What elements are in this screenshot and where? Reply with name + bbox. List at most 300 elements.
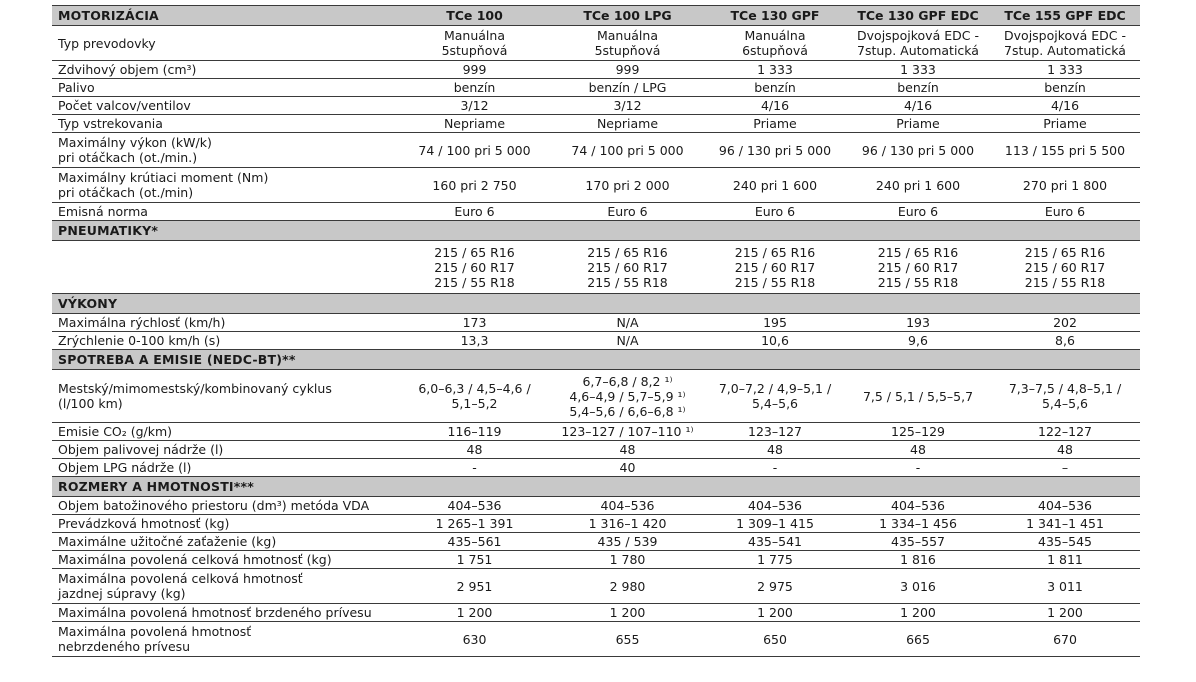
column-header: TCe 130 GPF [704, 6, 846, 26]
row-label-line: Zrýchlenie 0-100 km/h (s) [58, 333, 221, 348]
value-line: 48 [1057, 442, 1073, 457]
value-line: 173 [462, 315, 487, 330]
value-cell [990, 133, 1140, 168]
row-label [52, 533, 398, 551]
value-cell [398, 551, 551, 569]
value-cell [846, 79, 990, 97]
value-cell [551, 241, 704, 294]
value-cell [846, 569, 990, 604]
section-title-motorizacia: MOTORIZÁCIA [52, 6, 398, 26]
column-header: TCe 100 [398, 6, 551, 26]
value-cell [846, 26, 990, 61]
table-row [52, 314, 1140, 332]
value-cell [398, 241, 551, 294]
value-line: 2 951 [456, 578, 493, 594]
value-cell [990, 569, 1140, 604]
value-line: 404–536 [748, 498, 802, 513]
value-line: N/A [616, 315, 639, 330]
row-label [52, 203, 398, 221]
value-line: 10,6 [761, 333, 789, 348]
row-label-line: Maximálna povolená celková hmotnosť (kg) [58, 552, 332, 567]
value-line: 999 [462, 62, 487, 77]
value-cell [990, 533, 1140, 551]
value-cell [398, 423, 551, 441]
table-row [52, 604, 1140, 622]
value-cell [551, 133, 704, 168]
row-label-line: pri otáčkach (ot./min) [58, 185, 194, 200]
value-line: benzín [1044, 80, 1086, 95]
value-cell [398, 203, 551, 221]
value-line: 2 980 [609, 578, 646, 594]
value-line: 670 [1053, 631, 1077, 647]
section-title: SPOTREBA A EMISIE (NEDC-BT)** [52, 350, 1140, 370]
value-cell [398, 441, 551, 459]
value-line: 435 / 539 [597, 534, 658, 549]
row-label-line: Počet valcov/ventilov [58, 98, 191, 113]
value-line: 435–545 [1038, 534, 1092, 549]
row-label [52, 241, 398, 294]
table-row [52, 551, 1140, 569]
value-line: 215 / 60 R17 [434, 259, 515, 275]
value-line: 5stupňová [594, 43, 661, 58]
value-line: 215 / 65 R16 [587, 244, 668, 260]
value-cell [704, 604, 846, 622]
row-label-line: Maximálne užitočné zaťaženie (kg) [58, 534, 277, 549]
value-line: 665 [906, 631, 930, 647]
value-line: - [772, 460, 778, 475]
value-cell [846, 459, 990, 477]
value-line: 1 309–1 415 [736, 516, 814, 531]
value-line: 999 [615, 62, 640, 77]
value-line: 3 011 [1047, 578, 1083, 594]
value-cell [551, 604, 704, 622]
value-line: 116–119 [447, 424, 502, 439]
row-label [52, 97, 398, 115]
table-row [52, 569, 1140, 604]
value-cell [398, 604, 551, 622]
value-cell [551, 97, 704, 115]
row-label-line: Emisná norma [58, 204, 148, 219]
value-line: 215 / 65 R16 [1024, 244, 1106, 260]
value-cell [990, 441, 1140, 459]
value-cell [704, 370, 846, 423]
table-row [52, 115, 1140, 133]
spec-table-container [52, 5, 1140, 657]
value-cell [704, 61, 846, 79]
value-cell [990, 515, 1140, 533]
value-cell [551, 569, 704, 604]
value-cell [846, 370, 990, 423]
value-line: 1 333 [900, 62, 936, 77]
value-cell [704, 459, 846, 477]
value-cell [990, 551, 1140, 569]
table-row [52, 622, 1140, 657]
value-cell [990, 622, 1140, 657]
value-line: 215 / 55 R18 [734, 274, 816, 290]
value-cell [990, 115, 1140, 133]
value-line: 4/16 [760, 98, 790, 113]
table-row [52, 497, 1140, 515]
value-line: 5,4–5,6 [1041, 396, 1088, 411]
value-cell [398, 370, 551, 423]
value-cell [551, 622, 704, 657]
value-cell [398, 533, 551, 551]
value-line: 7,0–7,2 / 4,9–5,1 / [718, 381, 832, 396]
row-label-line: Objem palivovej nádrže (l) [58, 442, 224, 457]
value-line: 7stup. Automatická [1004, 43, 1126, 58]
row-label [52, 569, 398, 604]
value-cell [551, 203, 704, 221]
value-line: Dvojspojková EDC - [857, 28, 979, 43]
value-line: 48 [910, 442, 926, 457]
value-line: 8,6 [1055, 333, 1075, 348]
value-cell [398, 97, 551, 115]
value-line: Manuálna [443, 28, 505, 43]
value-line: 435–541 [748, 534, 802, 549]
row-label-line: Maximálny výkon (kW/k) [58, 135, 212, 150]
row-label [52, 370, 398, 423]
value-cell [846, 133, 990, 168]
value-cell [704, 569, 846, 604]
value-line: 2 975 [757, 578, 793, 594]
value-line: 215 / 55 R18 [877, 274, 959, 290]
value-line: 125–129 [891, 424, 945, 439]
value-cell [551, 497, 704, 515]
value-line: 40 [619, 460, 636, 475]
value-line: 215 / 55 R18 [587, 274, 668, 290]
value-line: - [915, 460, 921, 475]
value-line: 7stup. Automatická [857, 43, 979, 58]
row-label-line: jazdnej súpravy (kg) [58, 586, 186, 601]
table-row [52, 203, 1140, 221]
row-label-line: Typ vstrekovania [58, 116, 163, 131]
value-line: 1 200 [757, 605, 793, 620]
value-line: 160 pri 2 750 [432, 177, 517, 193]
value-line: 1 811 [1047, 552, 1083, 567]
row-label-line: Mestský/mimomestský/kombinovaný cyklus [58, 381, 332, 396]
row-label [52, 622, 398, 657]
value-cell [398, 133, 551, 168]
value-cell [398, 79, 551, 97]
row-label-line: Objem batožinového priestoru (dm³) metóda VDA [58, 498, 370, 513]
value-cell [398, 569, 551, 604]
value-line: 4,6–4,9 / 5,7–5,9 ¹⁾ [569, 388, 686, 404]
value-line: 113 / 155 pri 5 500 [1004, 142, 1126, 158]
value-cell [990, 241, 1140, 294]
value-line: 193 [906, 315, 930, 330]
value-line: 404–536 [600, 498, 655, 513]
value-cell [551, 423, 704, 441]
value-line: 1 333 [757, 62, 793, 77]
section-title: PNEUMATIKY* [52, 221, 1140, 241]
value-cell [704, 423, 846, 441]
value-cell [846, 515, 990, 533]
row-label [52, 441, 398, 459]
value-cell [846, 604, 990, 622]
value-line: 270 pri 1 800 [1022, 177, 1108, 193]
value-cell [990, 168, 1140, 203]
table-row [52, 423, 1140, 441]
value-line: 170 pri 2 000 [585, 177, 670, 193]
value-line: Nepriame [443, 116, 506, 131]
value-line: 1 780 [609, 552, 646, 567]
row-label [52, 423, 398, 441]
value-line: 74 / 100 pri 5 000 [418, 142, 531, 158]
value-line: Euro 6 [1044, 204, 1086, 219]
value-line: 1 200 [1047, 605, 1083, 620]
row-label [52, 133, 398, 168]
table-row [52, 533, 1140, 551]
value-line: Manuálna [744, 28, 806, 43]
value-line: - [472, 460, 477, 475]
value-cell [398, 332, 551, 350]
section-title: VÝKONY [52, 294, 1140, 314]
value-line: 123–127 / 107–110 ¹⁾ [561, 424, 694, 439]
value-line: 215 / 60 R17 [1024, 259, 1106, 275]
value-cell [846, 203, 990, 221]
table-row [52, 241, 1140, 294]
value-cell [704, 97, 846, 115]
value-line: Euro 6 [454, 204, 495, 219]
value-cell [551, 441, 704, 459]
value-line: 1 341–1 451 [1026, 516, 1104, 531]
value-line: 3/12 [460, 98, 489, 113]
value-line: 6,7–6,8 / 8,2 ¹⁾ [582, 373, 673, 389]
value-cell [990, 423, 1140, 441]
row-label [52, 459, 398, 477]
table-row [52, 515, 1140, 533]
value-cell [846, 97, 990, 115]
row-label-line: Prevádzková hmotnosť (kg) [58, 516, 230, 531]
value-line: 240 pri 1 600 [875, 177, 961, 193]
value-cell [846, 551, 990, 569]
row-label [52, 61, 398, 79]
row-label-line: Maximálna povolená hmotnosť [58, 624, 252, 639]
row-label [52, 79, 398, 97]
value-cell [990, 79, 1140, 97]
value-cell [398, 115, 551, 133]
row-label-line: Maximálna rýchlosť (km/h) [58, 315, 226, 330]
value-cell [551, 459, 704, 477]
value-line: 5,1–5,2 [451, 396, 498, 411]
value-line: 1 316–1 420 [588, 516, 667, 531]
value-line: 5stupňová [441, 43, 508, 58]
value-cell [704, 497, 846, 515]
value-line: 74 / 100 pri 5 000 [571, 142, 684, 158]
value-cell [704, 551, 846, 569]
row-label-line: Maximálny krútiaci moment (Nm) [58, 170, 269, 185]
value-cell [704, 133, 846, 168]
value-line: 5,4–5,6 / 6,6–6,8 ¹⁾ [569, 403, 686, 419]
value-cell [704, 533, 846, 551]
value-line: Nepriame [596, 116, 659, 131]
table-row [52, 79, 1140, 97]
value-line: 13,3 [460, 333, 489, 348]
value-cell [704, 622, 846, 657]
row-label-line: nebrzdeného prívesu [58, 639, 191, 654]
value-cell [704, 314, 846, 332]
value-line: Euro 6 [607, 204, 648, 219]
section-header-row [52, 477, 1140, 497]
value-line: Dvojspojková EDC - [1004, 28, 1126, 43]
value-cell [551, 533, 704, 551]
value-cell [398, 497, 551, 515]
value-cell [551, 79, 704, 97]
value-cell [990, 604, 1140, 622]
column-header: TCe 100 LPG [551, 6, 704, 26]
column-header: TCe 130 GPF EDC [846, 6, 990, 26]
value-line: 650 [763, 631, 787, 647]
value-cell [990, 370, 1140, 423]
row-label [52, 515, 398, 533]
value-line: 215 / 55 R18 [434, 274, 515, 290]
value-cell [846, 332, 990, 350]
value-line: Euro 6 [897, 204, 939, 219]
table-row [52, 332, 1140, 350]
value-cell [551, 115, 704, 133]
value-cell [551, 370, 704, 423]
row-label-line: Emisie CO₂ (g/km) [58, 424, 173, 439]
value-cell [398, 622, 551, 657]
table-row [52, 459, 1140, 477]
value-cell [990, 332, 1140, 350]
value-line: 6,0–6,3 / 4,5–4,6 / [418, 381, 531, 396]
header-row [52, 6, 1140, 26]
value-cell [990, 314, 1140, 332]
value-cell [551, 168, 704, 203]
row-label [52, 26, 398, 61]
value-cell [704, 332, 846, 350]
value-line: 1 265–1 391 [435, 516, 514, 531]
table-row [52, 370, 1140, 423]
value-line: Manuálna [596, 28, 658, 43]
value-cell [398, 168, 551, 203]
value-line: 9,6 [908, 333, 928, 348]
value-cell [704, 26, 846, 61]
value-line: Priame [1043, 116, 1087, 131]
value-line: 4/16 [1050, 98, 1080, 113]
value-line: benzín [754, 80, 796, 95]
value-line: 1 200 [456, 605, 493, 620]
value-cell [846, 622, 990, 657]
row-label [52, 604, 398, 622]
value-line: 202 [1053, 315, 1077, 330]
value-cell [990, 459, 1140, 477]
section-title: ROZMERY A HMOTNOSTI*** [52, 477, 1140, 497]
value-line: 630 [462, 631, 487, 647]
row-label-line: Objem LPG nádrže (l) [58, 460, 192, 475]
row-label [52, 551, 398, 569]
value-line: 215 / 60 R17 [877, 259, 959, 275]
value-line: 435–557 [891, 534, 945, 549]
value-cell [704, 203, 846, 221]
value-cell [990, 97, 1140, 115]
value-line: 7,5 / 5,1 / 5,5–5,7 [862, 388, 974, 404]
value-line: benzín [897, 80, 939, 95]
value-cell [990, 61, 1140, 79]
value-line: benzín [453, 80, 496, 95]
value-line: 1 200 [609, 605, 646, 620]
value-cell [846, 497, 990, 515]
spec-table-body [52, 6, 1140, 657]
value-cell [846, 533, 990, 551]
value-line: 122–127 [1038, 424, 1092, 439]
section-header-row [52, 221, 1140, 241]
value-line: Priame [896, 116, 940, 131]
value-line: 7,3–7,5 / 4,8–5,1 / [1008, 381, 1122, 396]
row-label [52, 332, 398, 350]
row-label-line: Typ prevodovky [58, 35, 156, 51]
value-line: 404–536 [447, 498, 502, 513]
value-line: 240 pri 1 600 [732, 177, 818, 193]
row-label [52, 314, 398, 332]
value-line: 1 333 [1047, 62, 1083, 77]
value-line: 48 [466, 442, 483, 457]
value-line: 3/12 [613, 98, 642, 113]
value-cell [704, 168, 846, 203]
value-cell [846, 441, 990, 459]
value-line: 1 775 [757, 552, 793, 567]
value-cell [990, 203, 1140, 221]
value-cell [846, 115, 990, 133]
value-cell [398, 314, 551, 332]
row-label [52, 168, 398, 203]
value-line: 215 / 55 R18 [1024, 274, 1106, 290]
value-cell [551, 26, 704, 61]
value-cell [846, 241, 990, 294]
value-line: 215 / 65 R16 [434, 244, 515, 260]
value-line: 655 [615, 631, 640, 647]
value-line: 1 200 [900, 605, 936, 620]
value-cell [551, 314, 704, 332]
table-row [52, 61, 1140, 79]
value-line: Euro 6 [754, 204, 796, 219]
value-cell [704, 515, 846, 533]
value-line: 1 334–1 456 [879, 516, 957, 531]
value-line: – [1061, 460, 1069, 475]
value-line: N/A [616, 333, 639, 348]
value-line: 4/16 [903, 98, 933, 113]
value-line: 6stupňová [742, 43, 808, 58]
value-line: 195 [763, 315, 787, 330]
section-header-row [52, 350, 1140, 370]
value-line: 123–127 [748, 424, 802, 439]
value-line: 215 / 60 R17 [587, 259, 668, 275]
row-label-line: Maximálna povolená hmotnosť brzdeného prívesu [58, 605, 372, 620]
spec-table [52, 5, 1140, 657]
value-line: 96 / 130 pri 5 000 [718, 142, 832, 158]
value-cell [846, 61, 990, 79]
value-cell [398, 515, 551, 533]
value-cell [551, 332, 704, 350]
value-line: 215 / 60 R17 [734, 259, 816, 275]
row-label-line: Palivo [58, 80, 95, 95]
value-cell [704, 441, 846, 459]
value-cell [398, 61, 551, 79]
column-header: TCe 155 GPF EDC [990, 6, 1140, 26]
table-row [52, 133, 1140, 168]
value-cell [551, 551, 704, 569]
value-line: 435–561 [447, 534, 502, 549]
value-line: 5,4–5,6 [751, 396, 798, 411]
row-label [52, 497, 398, 515]
value-line: 1 816 [900, 552, 936, 567]
value-line: 404–536 [891, 498, 945, 513]
table-row [52, 441, 1140, 459]
section-header-row [52, 294, 1140, 314]
value-line: 48 [619, 442, 636, 457]
row-label-line: Maximálna povolená celková hmotnosť [58, 571, 303, 586]
